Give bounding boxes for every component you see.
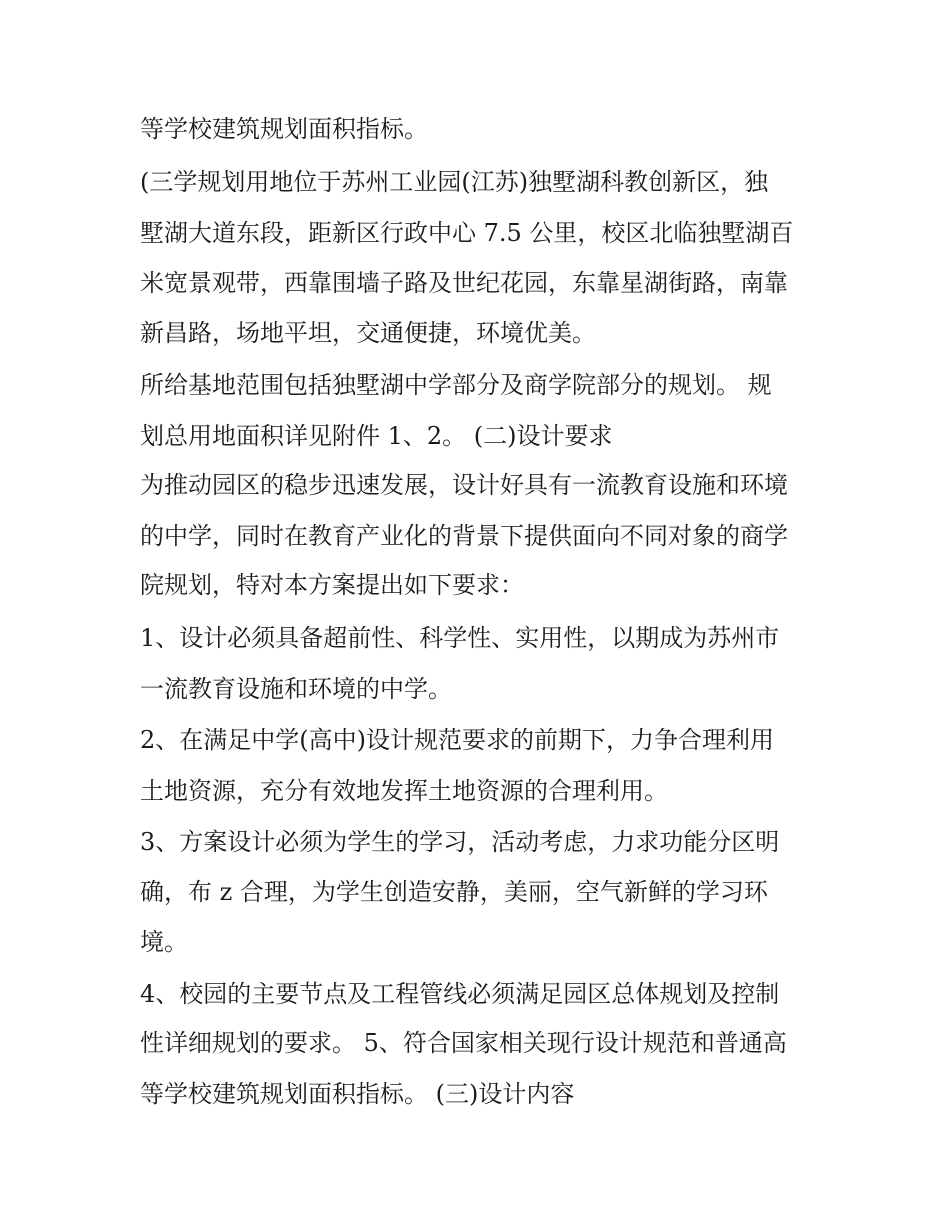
text-line: 为推动园区的稳步迅速发展，设计好具有一流教育设施和环境 <box>140 471 788 499</box>
text-line: 一流教育设施和环境的中学。 <box>140 675 452 703</box>
text-line: 2、在满足中学(高中)设计规范要求的前期下，力争合理利用 <box>140 726 774 754</box>
text-line: 米宽景观带，西靠围墙子路及世纪花园，东靠星湖街路，南靠 <box>140 269 788 297</box>
text-line: 所给基地范围包括独墅湖中学部分及商学院部分的规划。 规 <box>140 371 772 399</box>
text-line: 划总用地面积详见附件 1、2。 (二)设计要求 <box>140 422 613 450</box>
text-line: 性详细规划的要求。 5、符合国家相关现行设计规范和普通高 <box>140 1029 787 1057</box>
text-line: 3、方案设计必须为学生的学习，活动考虑，力求功能分区明 <box>140 828 780 856</box>
text-line: 新昌路，场地平坦，交通便捷，环境优美。 <box>140 319 596 347</box>
text-line: 确，布 z 合理，为学生创造安静，美丽，空气新鲜的学习环 <box>140 878 768 906</box>
text-line: 院规划，特对本方案提出如下要求： <box>140 571 524 599</box>
text-line: 墅湖大道东段，距新区行政中心 7.5 公里，校区北临独墅湖百 <box>140 219 794 247</box>
text-line: 境。 <box>140 928 188 956</box>
text-line: 的中学，同时在教育产业化的背景下提供面向不同对象的商学 <box>140 522 788 550</box>
text-line: 土地资源，充分有效地发挥土地资源的合理利用。 <box>140 777 668 805</box>
text-line: 等学校建筑规划面积指标。 <box>140 115 428 143</box>
text-line: (三学规划用地位于苏州工业园(江苏)独墅湖科教创新区，独 <box>140 168 769 196</box>
text-line: 4、校园的主要节点及工程管线必须满足园区总体规划及控制 <box>140 980 780 1008</box>
text-line: 1、设计必须具备超前性、科学性、实用性，以期成为苏州市 <box>140 624 780 652</box>
text-line: 等学校建筑规划面积指标。 (三)设计内容 <box>140 1080 575 1108</box>
